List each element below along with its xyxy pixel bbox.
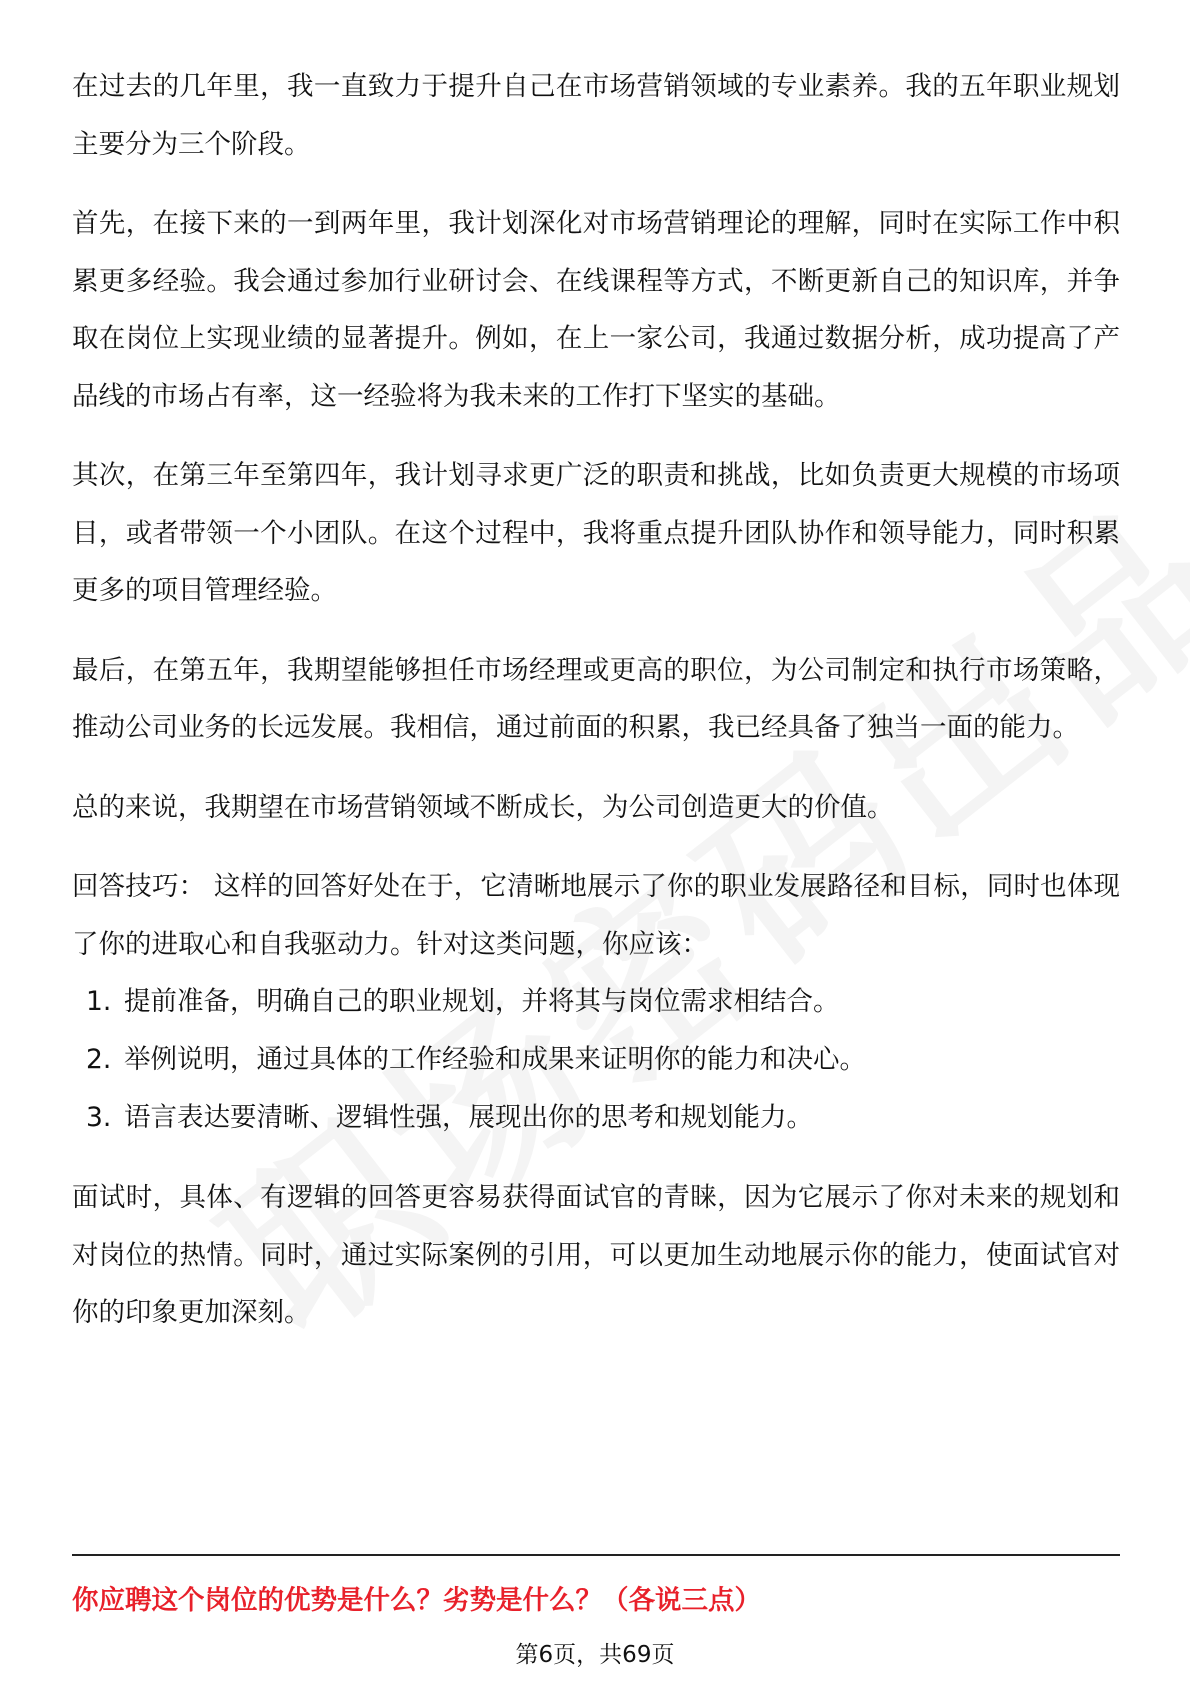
paragraph-summary: 总的来说，我期望在市场营销领域不断成长，为公司创造更大的价值。 [72,791,894,823]
tips-list [72,973,1120,1147]
list-item-text: 语言表达要清晰、逻辑性强，展现出你的思考和规划能力。 [124,1102,813,1133]
list-item [72,1089,1120,1147]
paragraph-stage-one: 首先，在接下来的一到两年里，我计划深化对市场营销理论的理解，同时在实际工作中积累更多经验。我会通过参加行业研讨会、在线课程等方式，不断更新自己的知识库，并争取在岗位上实现业绩的显著提升。例如，在上一家公司，我通过数据分析，成功提高了产品线的市场占有率，这一经验将为我未来的工作打下坚实的基础。 [72,208,1120,412]
page-number: 第6页，共69页 [515,1642,675,1668]
list-item-text: 提前准备，明确自己的职业规划，并将其与岗位需求相结合。 [124,986,840,1017]
list-item [72,1031,1120,1089]
paragraph-stage-two: 其次，在第三年至第四年，我计划寻求更广泛的职责和挑战，比如负责更大规模的市场项目，或者带领一个小团队。在这个过程中，我将重点提升团队协作和领导能力，同时积累更多的项目管理经验。 [72,460,1120,606]
paragraph-intro: 在过去的几年里，我一直致力于提升自己在市场营销领域的专业素养。我的五年职业规划主要分为三个阶段。 [72,71,1120,160]
next-question-heading: 你应聘这个岗位的优势是什么？劣势是什么？（各说三点） [72,1585,761,1616]
list-item-number: 1. [86,986,112,1017]
document-body [72,58,1120,1342]
list-item [72,973,1120,1031]
list-item-number: 3. [86,1102,112,1133]
paragraph-stage-three: 最后，在第五年，我期望能够担任市场经理或更高的职位，为公司制定和执行市场策略，推动公司业务的长远发展。我相信，通过前面的积累，我已经具备了独当一面的能力。 [72,654,1120,743]
list-item-number: 2. [86,1044,112,1075]
paragraph-closing: 面试时，具体、有逻辑的回答更容易获得面试官的青睐，因为它展示了你对未来的规划和对岗位的热情。同时，通过实际案例的引用，可以更加生动地展示你的能力，使面试官对你的印象更加深刻。 [72,1182,1120,1328]
list-item-text: 举例说明，通过具体的工作经验和成果来证明你的能力和决心。 [124,1044,866,1075]
paragraph-answer-tips: 回答技巧： 这样的回答好处在于，它清晰地展示了你的职业发展路径和目标，同时也体现了你的进取心和自我驱动力。针对这类问题，你应该： [72,871,1120,960]
section-divider [72,1554,1120,1556]
